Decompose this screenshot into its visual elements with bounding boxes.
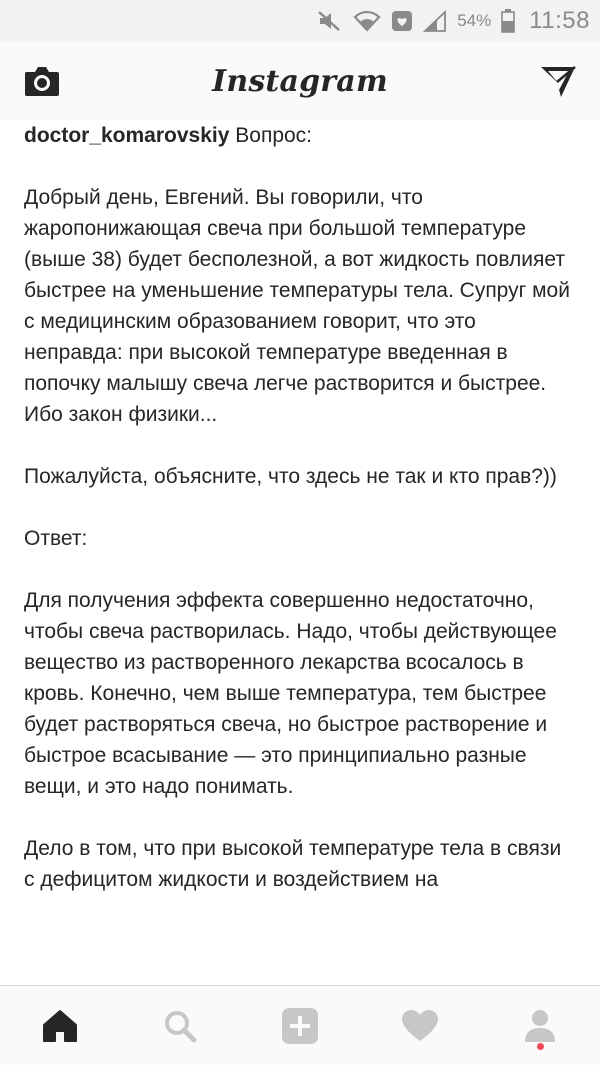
profile-icon [523, 1008, 557, 1044]
camera-button[interactable] [20, 59, 64, 103]
signal-icon [423, 10, 447, 32]
battery-icon [501, 9, 515, 33]
app-bar [0, 42, 600, 120]
add-post-icon [281, 1007, 319, 1045]
nav-search[interactable] [150, 996, 210, 1056]
direct-message-button[interactable] [536, 59, 580, 103]
battery-percent: 54% [457, 11, 492, 30]
camera-icon [23, 64, 61, 98]
notification-icon [391, 10, 413, 32]
caption-paragraph: Ответ: [24, 527, 88, 550]
username-link[interactable]: doctor_komarovskiy [24, 124, 230, 147]
nav-activity[interactable] [390, 996, 450, 1056]
app-logo: Instagram [212, 63, 388, 99]
caption-paragraph: Для получения эффекта совершенно недостаточно, чтобы свеча растворилась. Надо, чтобы действующее вещество из растворенного лекарства всосалось в кровь. Конечно, чем выше температура, тем быстрее будет растворяться свеча, но быстрое растворение и быстрое всасывание — это принципиально разные вещи, и это надо понимать. [24, 589, 557, 798]
home-icon [42, 1009, 78, 1043]
search-icon [163, 1009, 197, 1043]
caption-paragraph: Пожалуйста, объясните, что здесь не так и кто прав?)) [24, 465, 557, 488]
activity-heart-icon [401, 1009, 439, 1043]
wifi-icon [353, 10, 381, 32]
nav-profile[interactable] [510, 996, 570, 1056]
nav-add-post[interactable] [270, 996, 330, 1056]
caption-paragraph: Добрый день, Евгений. Вы говорили, что жаропонижающая свеча при большой температуре (выше 38) будет бесполезной, а вот жидкость повлияет быстрее на уменьшение температуры тела. Супруг мой с медицинским образованием говорит, что это неправда: при высокой температуре введенная в попочку малышу свеча легче растворится и быстрее. Ибо закон физики... [24, 186, 570, 426]
bottom-nav [0, 985, 600, 1065]
status-bar [0, 0, 600, 42]
mute-icon [317, 10, 343, 32]
caption-paragraph: Дело в том, что при высокой температуре тела в связи с дефицитом жидкости и воздействием на [24, 837, 562, 891]
caption-first-line [24, 120, 576, 151]
caption-intro: Вопрос: [229, 124, 313, 147]
nav-home[interactable] [30, 996, 90, 1056]
clock: 11:58 [529, 7, 590, 34]
notification-dot [537, 1043, 544, 1050]
post-caption [24, 120, 576, 895]
post-caption-area [0, 120, 600, 985]
direct-send-icon [539, 63, 577, 99]
